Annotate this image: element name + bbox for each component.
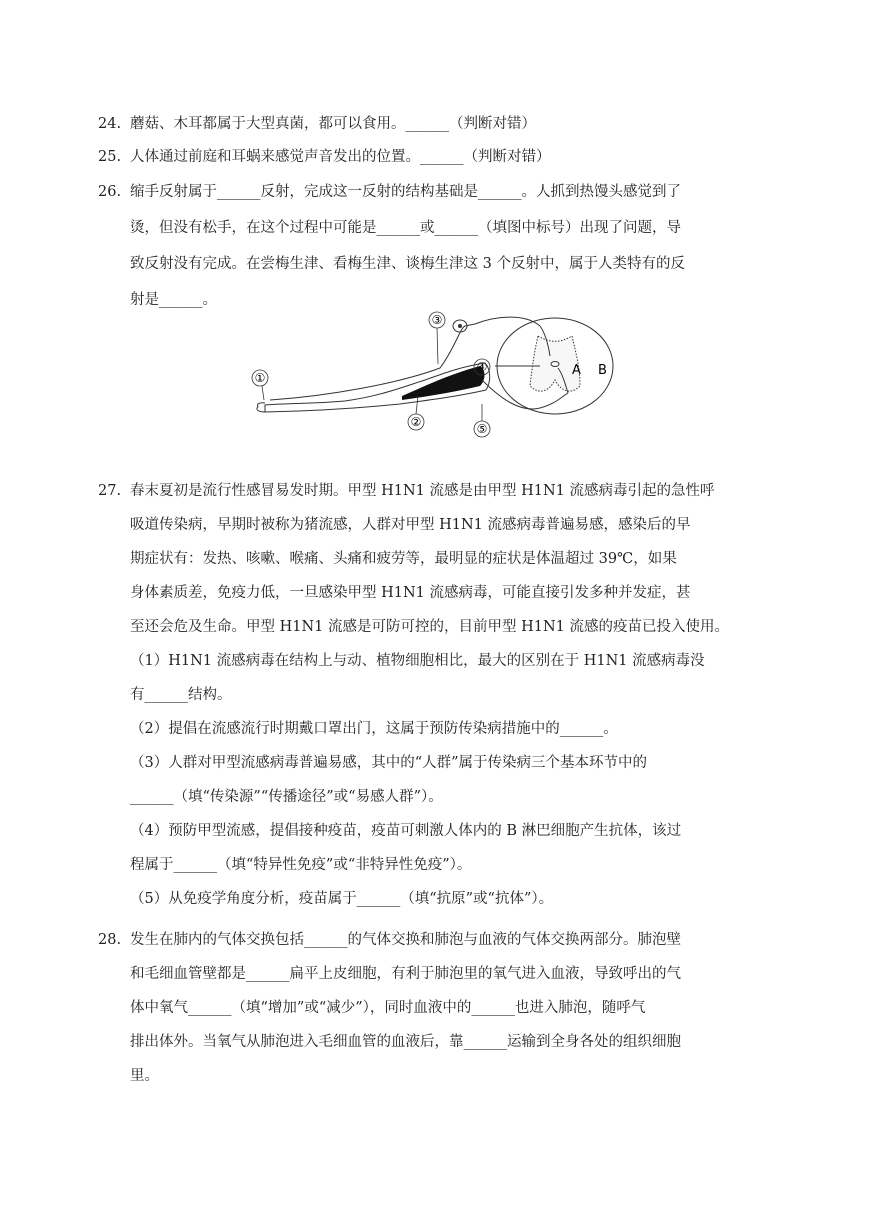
label-1: ① bbox=[254, 371, 266, 385]
label-2: ② bbox=[410, 415, 422, 429]
label-B: B bbox=[598, 363, 607, 378]
question-text-line: 发生在肺内的气体交换包括______的气体交换和肺泡与血液的气体交换两部分。肺泡壁 bbox=[130, 932, 681, 948]
question-text-line: 缩手反射属于______反射，完成这一反射的结构基础是______。人抓到热馒头感觉到了 bbox=[130, 184, 681, 200]
label-5: ⑤ bbox=[476, 422, 488, 436]
question-text-line: 排出体外。当氧气从肺泡进入毛细血管的血液后，靠______运输到全身各处的组织细胞 bbox=[130, 1034, 681, 1050]
question-text-line: 致反射没有完成。在尝梅生津、看梅生津、谈梅生津这 3 个反射中，属于人类特有的反 bbox=[130, 256, 685, 272]
question-number: 27. bbox=[98, 483, 122, 499]
motor-nerve bbox=[482, 380, 568, 409]
hand bbox=[257, 403, 265, 412]
question-text-line: 期症状有：发热、咳嗽、喉痛、头痛和疲劳等，最明显的症状是体温超过 39℃，如果 bbox=[130, 551, 677, 567]
question-text-line: 身体素质差，免疫力低，一旦感染甲型 H1N1 流感病毒，可能直接引发多种并发症，甚 bbox=[130, 585, 691, 601]
question-text-line: 体中氧气______（填“增加”或“减少”），同时血液中的______也进入肺泡，随呼气 bbox=[130, 1000, 646, 1016]
subquestion-3: （3）人群对甲型流感病毒普遍易感，其中的“人群”属于传染病三个基本环节中的 bbox=[130, 755, 648, 771]
question-number: 26. bbox=[98, 184, 122, 200]
question-text-line: 里。 bbox=[130, 1068, 159, 1084]
question-number: 24. bbox=[98, 116, 122, 132]
question-text-line: 至还会危及生命。甲型 H1N1 流感是可防可控的，目前甲型 H1N1 流感的疫苗已投入使用。 bbox=[130, 619, 729, 635]
subquestion-2: （2）提倡在流感流行时期戴口罩出门，这属于预防传染病措施中的______。 bbox=[130, 721, 618, 737]
subquestion-1-cont: 有______结构。 bbox=[130, 687, 232, 703]
question-text-line: 吸道传染病，早期时被称为猪流感，人群对甲型 H1N1 流感病毒普遍易感，感染后的早 bbox=[130, 517, 691, 533]
question-25 bbox=[98, 141, 730, 173]
reflex-arc-diagram bbox=[250, 308, 630, 443]
subquestion-4: （4）预防甲型流感，提倡接种疫苗，疫苗可刺激人体内的 B 淋巴细胞产生抗体，该过 bbox=[130, 823, 682, 839]
question-26 bbox=[98, 174, 730, 318]
subquestion-5: （5）从免疫学角度分析，疫苗属于______（填“抗原”或“抗体”）。 bbox=[130, 891, 554, 907]
question-24 bbox=[98, 108, 730, 140]
question-27 bbox=[98, 474, 730, 916]
label-A: A bbox=[572, 363, 581, 378]
question-text-line: 和毛细血管壁都是______扁平上皮细胞，有利于肺泡里的氧气进入血液，导致呼出的气 bbox=[130, 966, 681, 982]
question-text: 人体通过前庭和耳蜗来感觉声音发出的位置。______（判断对错） bbox=[130, 149, 551, 165]
label-4: ④ bbox=[476, 360, 488, 374]
question-number: 28. bbox=[98, 932, 122, 948]
question-number: 25. bbox=[98, 149, 122, 165]
question-text-line: 春末夏初是流行性感冒易发时期。甲型 H1N1 流感是由甲型 H1N1 流感病毒引起的急性呼 bbox=[130, 483, 715, 499]
label-3: ③ bbox=[431, 313, 443, 327]
sensory-nerve bbox=[270, 317, 540, 400]
subquestion-4-cont: 程属于______（填“特异性免疫”或“非特异性免疫”）。 bbox=[130, 857, 472, 873]
question-text: 蘑菇、木耳都属于大型真菌，都可以食用。______（判断对错） bbox=[130, 116, 536, 132]
question-28 bbox=[98, 923, 730, 1093]
subquestion-3-cont: ______（填“传染源”“传播途径”或“易感人群”）。 bbox=[130, 789, 443, 805]
question-text-line: 射是______。 bbox=[130, 292, 217, 308]
subquestion-1: （1）H1N1 流感病毒在结构上与动、植物细胞相比，最大的区别在于 H1N1 流感病毒没 bbox=[130, 653, 705, 669]
question-text-line: 烫，但没有松手，在这个过程中可能是______或______（填图中标号）出现了问题，导 bbox=[130, 220, 681, 236]
